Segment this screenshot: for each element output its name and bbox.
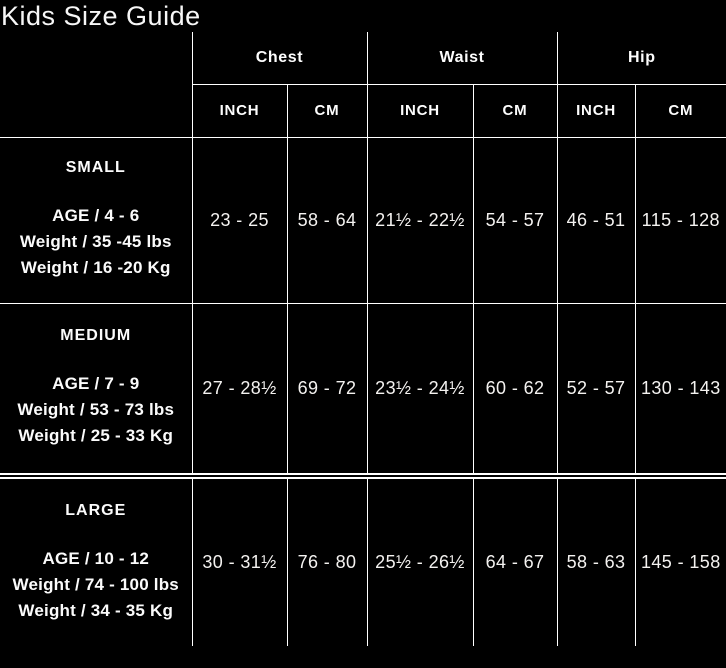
page-title: Kids Size Guide	[1, 1, 201, 31]
cell-small-hip-cm: 115 - 128	[635, 137, 726, 303]
weight-lbs: Weight / 35 -45 lbs	[19, 232, 172, 251]
unit-header-hip-inch: INCH	[557, 84, 635, 137]
unit-header-chest-cm: CM	[287, 84, 367, 137]
cell-large-waist-inch: 25½ - 26½	[367, 476, 473, 646]
table-row-large	[0, 476, 726, 646]
size-label-cell-large	[0, 476, 192, 646]
size-label-cell-medium	[0, 303, 192, 476]
cell-medium-chest-inch: 27 - 28½	[192, 303, 287, 476]
cell-medium-waist-inch: 23½ - 24½	[367, 303, 473, 476]
weight-kg: Weight / 16 -20 Kg	[20, 258, 171, 277]
size-name: SMALL	[65, 159, 126, 176]
age-range: AGE / 10 - 12	[42, 548, 150, 568]
group-header-hip: Hip	[557, 32, 726, 84]
size-name: MEDIUM	[60, 327, 132, 345]
corner-cell	[0, 32, 192, 84]
cell-medium-waist-cm: 60 - 62	[473, 303, 557, 476]
unit-header-chest-inch: INCH	[192, 84, 287, 137]
cell-small-hip-inch: 46 - 51	[557, 137, 635, 303]
cell-large-chest-inch: 30 - 31½	[192, 476, 287, 646]
group-header-row	[0, 32, 726, 84]
cell-medium-hip-inch: 52 - 57	[557, 303, 635, 476]
table-row-small	[0, 137, 726, 303]
weight-lbs: Weight / 53 - 73 lbs	[17, 400, 175, 420]
unit-header-waist-inch: INCH	[367, 84, 473, 137]
unit-header-row	[0, 84, 726, 137]
cell-small-chest-inch: 23 - 25	[192, 137, 287, 303]
cell-large-chest-cm: 76 - 80	[287, 476, 367, 646]
cell-large-hip-cm: 145 - 158	[635, 476, 726, 646]
size-label-cell-small	[0, 137, 192, 303]
age-range: AGE / 4 - 6	[52, 206, 140, 225]
cell-medium-hip-cm: 130 - 143	[635, 303, 726, 476]
cell-large-hip-inch: 58 - 63	[557, 476, 635, 646]
unit-header-hip-cm: CM	[635, 84, 726, 137]
size-guide-table	[0, 32, 726, 646]
corner-cell-2	[0, 84, 192, 137]
weight-lbs: Weight / 74 - 100 lbs	[12, 574, 179, 594]
group-header-chest: Chest	[192, 32, 367, 84]
group-header-waist: Waist	[367, 32, 557, 84]
table-row-medium	[0, 303, 726, 476]
size-name: LARGE	[65, 501, 127, 519]
cell-large-waist-cm: 64 - 67	[473, 476, 557, 646]
cell-medium-chest-cm: 69 - 72	[287, 303, 367, 476]
cell-small-chest-cm: 58 - 64	[287, 137, 367, 303]
age-range: AGE / 7 - 9	[52, 374, 140, 394]
unit-header-waist-cm: CM	[473, 84, 557, 137]
weight-kg: Weight / 25 - 33 Kg	[18, 426, 174, 446]
cell-small-waist-inch: 21½ - 22½	[367, 137, 473, 303]
weight-kg: Weight / 34 - 35 Kg	[18, 600, 174, 620]
cell-small-waist-cm: 54 - 57	[473, 137, 557, 303]
